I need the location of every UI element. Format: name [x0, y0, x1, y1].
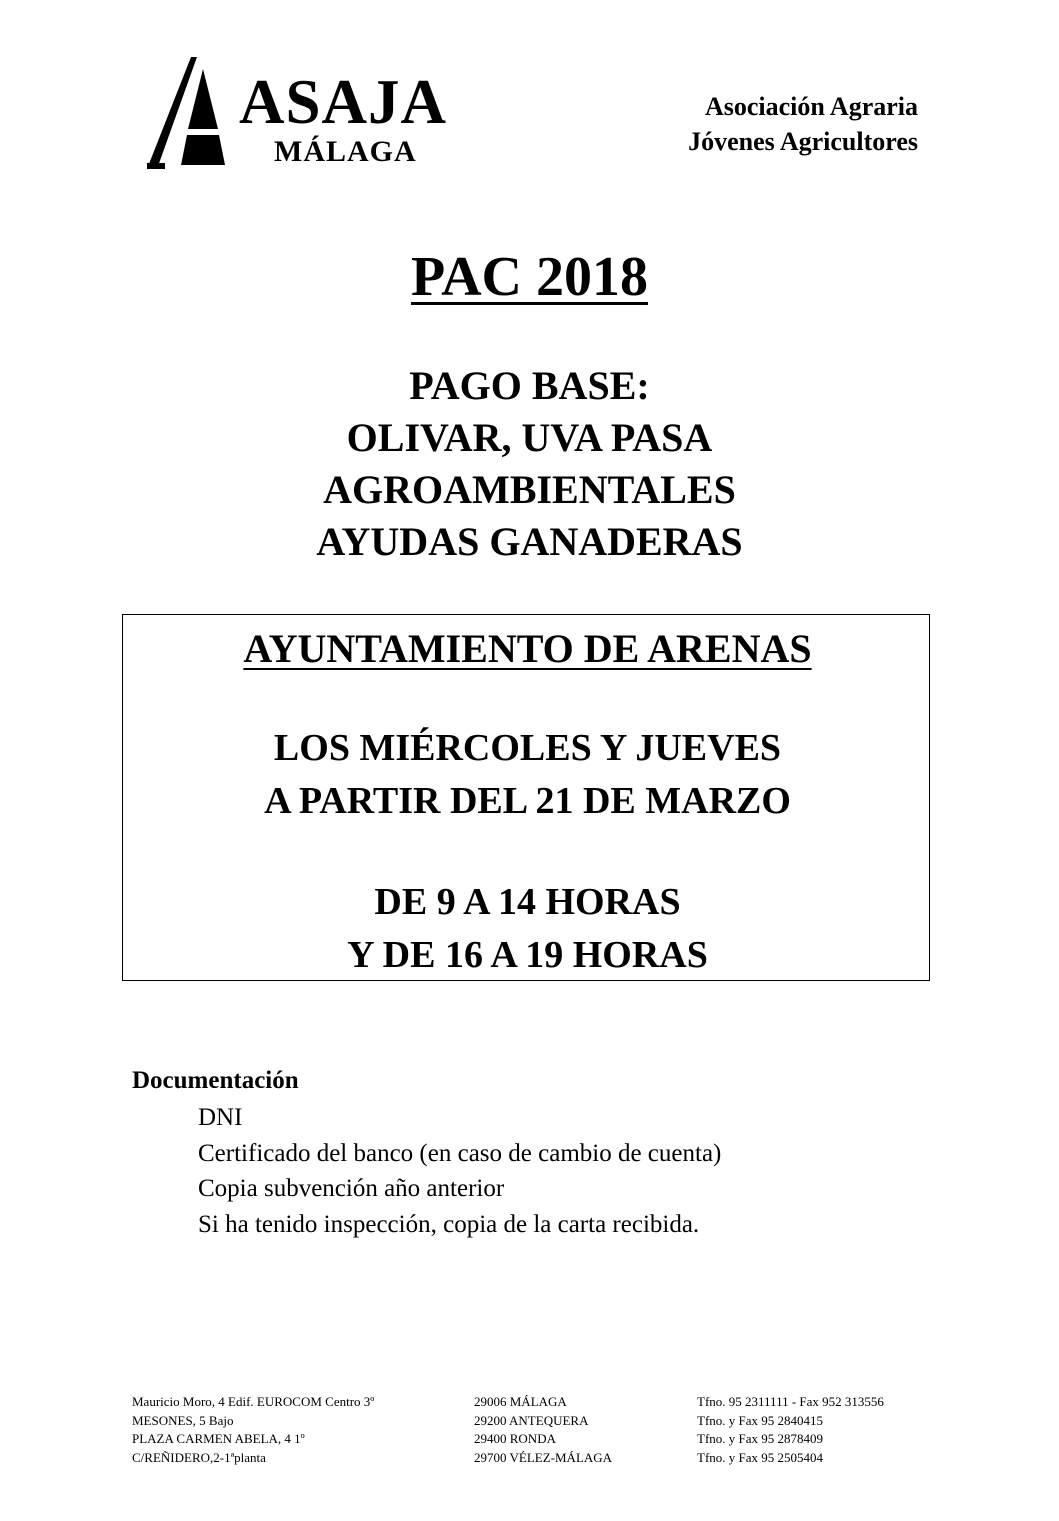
- footer-city: 29400 RONDA: [474, 1431, 556, 1446]
- org-line: Jóvenes Agricultores: [688, 127, 918, 156]
- asaja-logo: [143, 57, 473, 177]
- schedule-hours: [123, 876, 932, 982]
- documentation-item: DNI: [198, 1104, 243, 1131]
- logo-wordmark: ASAJA: [239, 67, 448, 137]
- documentation-item: Si ha tenido inspección, copia de la carta recibida.: [198, 1210, 700, 1238]
- subtitle-line: AGROAMBIENTALES: [323, 467, 736, 512]
- documentation-item: Copia subvención año anterior: [198, 1175, 505, 1202]
- footer-phone: Tfno. y Fax 95 2840415: [697, 1412, 824, 1428]
- schedule-location: AYUNTAMIENTO DE ARENAS: [243, 626, 812, 671]
- subtitle-line: OLIVAR, UVA PASA: [346, 415, 713, 460]
- footer-address: MESONES, 5 Bajo: [132, 1412, 234, 1428]
- schedule-box: [122, 614, 930, 981]
- schedule-line: DE 9 A 14 HORAS: [374, 881, 681, 923]
- footer-addresses: [132, 1393, 374, 1467]
- footer-address: C/REÑIDERO,2-1ªplanta: [132, 1449, 266, 1465]
- footer-phone: Tfno. y Fax 95 2505404: [697, 1449, 824, 1465]
- subtitle-block: [0, 360, 1059, 568]
- documentation-list: [198, 1100, 721, 1242]
- footer-address: Mauricio Moro, 4 Edif. EUROCOM Centro 3º: [132, 1394, 375, 1409]
- footer-phone: Tfno. 95 2311111 - Fax 952 313556: [697, 1394, 884, 1409]
- subtitle-line: PAGO BASE:: [409, 363, 650, 408]
- footer-address: PLAZA CARMEN ABELA, 4 1º: [132, 1431, 305, 1446]
- schedule-line: A PARTIR DEL 21 DE MARZO: [264, 780, 791, 822]
- schedule-days: [123, 722, 932, 828]
- footer-phone: Tfno. y Fax 95 2878409: [697, 1431, 824, 1446]
- footer-city: 29006 MÁLAGA: [474, 1394, 567, 1409]
- schedule-line: Y DE 16 A 19 HORAS: [347, 934, 708, 976]
- organization-name: [688, 89, 918, 159]
- footer-city: 29700 VÉLEZ-MÁLAGA: [474, 1449, 613, 1465]
- documentation-heading: Documentación: [132, 1067, 299, 1094]
- footer-city: 29200 ANTEQUERA: [474, 1412, 589, 1428]
- org-line: Asociación Agraria: [704, 92, 918, 121]
- page-title: PAC 2018: [411, 246, 648, 308]
- subtitle-line: AYUDAS GANADERAS: [316, 519, 743, 564]
- footer-cities: [474, 1393, 612, 1467]
- footer-phones: [697, 1393, 884, 1467]
- schedule-line: LOS MIÉRCOLES Y JUEVES: [273, 727, 782, 769]
- asaja-emblem-icon: [143, 57, 243, 177]
- documentation-item: Certificado del banco (en caso de cambio de cuenta): [198, 1139, 722, 1167]
- logo-city: MÁLAGA: [274, 135, 417, 168]
